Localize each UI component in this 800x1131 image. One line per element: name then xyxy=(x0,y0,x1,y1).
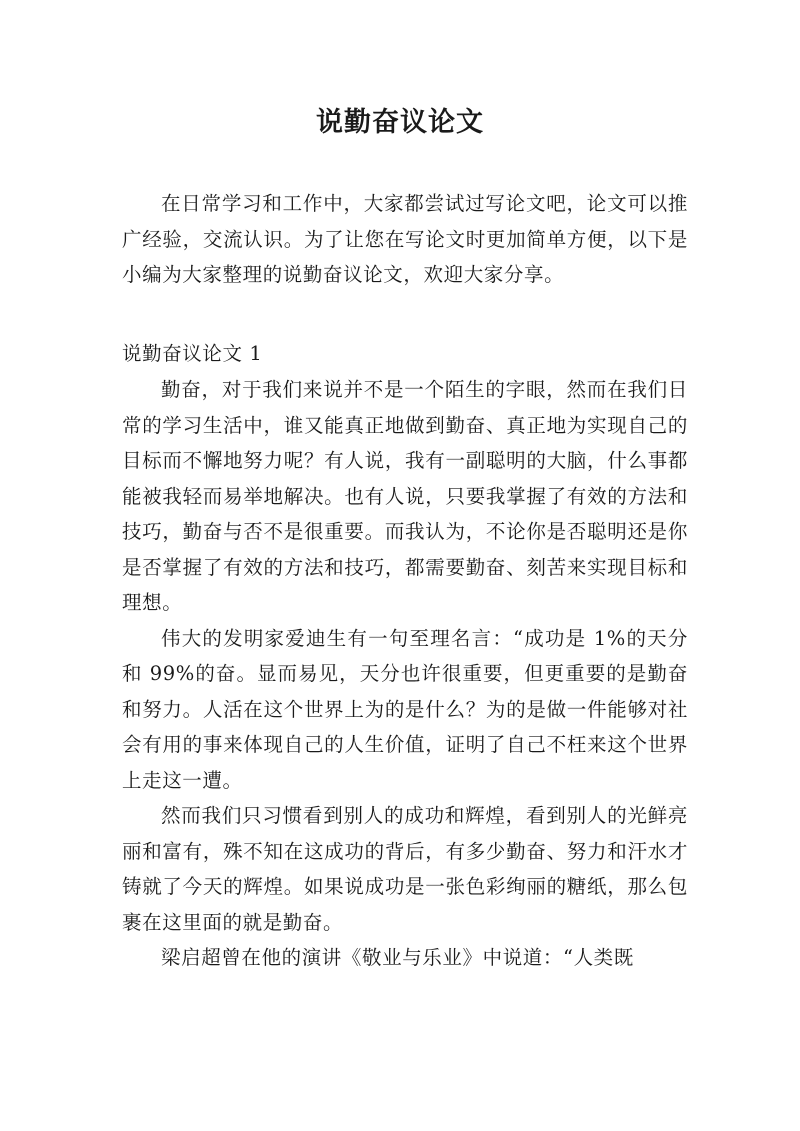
body-paragraph: 伟大的发明家爱迪生有一句至理名言：“成功是 1%的天分和 99%的奋。显而易见，天分也许很重要，但更重要的是勤奋和努力。人活在这个世界上为的是什么？为的是做一件能够对社会有用的事来体现自己的人生价值，证明了自己不枉来这个世界上走这一遭。 xyxy=(122,626,688,792)
body-paragraph: 勤奋，对于我们来说并不是一个陌生的字眼，然而在我们日常的学习生活中，谁又能真正地做到勤奋、真正地为实现自己的目标而不懈地努力呢？有人说，我有一副聪明的大脑，什么事都能被我轻而易举地解决。也有人说，只要我掌握了有效的方法和技巧，勤奋与否不是很重要。而我认为，不论你是否聪明还是你是否掌握了有效的方法和技巧，都需要勤奋、刻苦来实现目标和理想。 xyxy=(122,378,688,614)
section-heading: 说勤奋议论文 1 xyxy=(122,342,263,365)
body-paragraph: 梁启超曾在他的演讲《敬业与乐业》中说道：“人类既 xyxy=(161,946,634,969)
page-title: 说勤奋议论文 xyxy=(316,107,484,138)
body-paragraph: 然而我们只习惯看到别人的成功和辉煌，看到别人的光鲜亮丽和富有，殊不知在这成功的背后，有多少勤奋、努力和汗水才铸就了今天的辉煌。如果说成功是一张色彩绚丽的糖纸，那么包裹在这里面的就是勤奋。 xyxy=(122,804,688,934)
intro-paragraph: 在日常学习和工作中，大家都尝试过写论文吧，论文可以推广经验，交流认识。为了让您在写论文时更加简单方便，以下是小编为大家整理的说勤奋议论文，欢迎大家分享。 xyxy=(122,192,688,286)
section-body xyxy=(122,372,688,976)
